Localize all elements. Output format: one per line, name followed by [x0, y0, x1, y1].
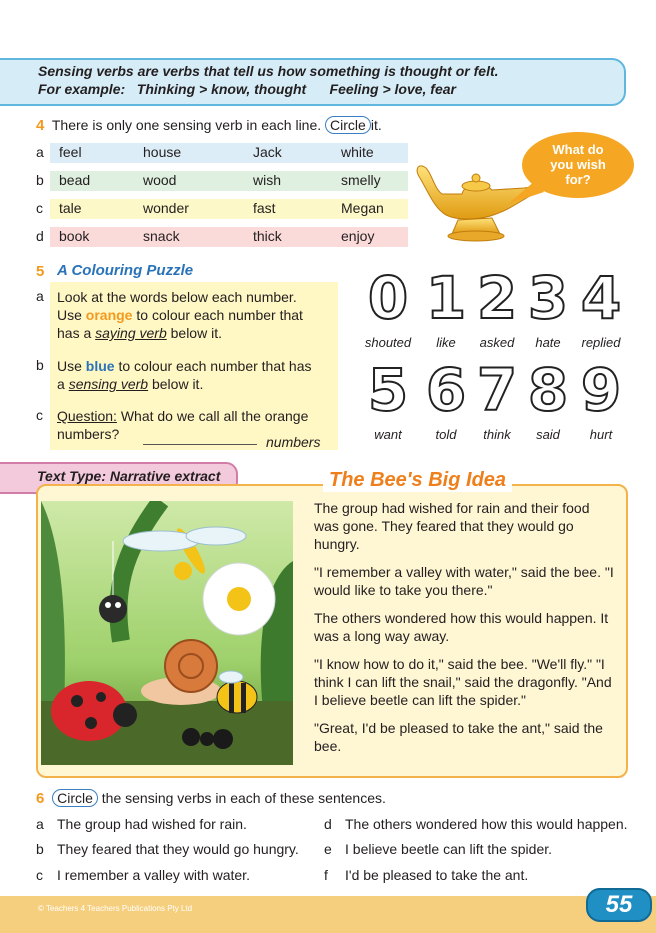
number-character-icon[interactable]: 6	[425, 356, 467, 424]
q4-word[interactable]: book	[59, 228, 90, 244]
q6-circle-word: Circle	[52, 789, 98, 807]
q5b-text	[57, 357, 337, 393]
q4-word[interactable]: feel	[59, 144, 82, 160]
blue-word: blue	[85, 358, 115, 374]
q6-number: 6	[36, 790, 45, 807]
number-character-icon[interactable]: 5	[367, 356, 409, 424]
sensing-verb-term: sensing verb	[68, 376, 149, 392]
story-text	[314, 499, 616, 765]
number-character-icon[interactable]: 1	[425, 264, 467, 332]
q4-word[interactable]: Megan	[341, 200, 384, 216]
q6-item-label: e	[324, 841, 332, 857]
q4-row-label: d	[36, 228, 44, 244]
q4-number: 4	[36, 117, 45, 134]
q4-circle-word: Circle	[325, 116, 371, 134]
q5-title: A Colouring Puzzle	[57, 262, 194, 279]
q5b-use: Use	[57, 358, 82, 374]
q4-text-after: it.	[370, 117, 382, 133]
q6-item-label: f	[324, 867, 328, 883]
q5b-post: below it.	[151, 376, 204, 392]
q6-sentence[interactable]: I believe beetle can lift the spider.	[345, 841, 553, 857]
q5b-label: b	[36, 357, 44, 373]
story-paragraph: "I know how to do it," said the bee. "We'll fly." "I think I can lift the snail," said the dragonfly. "And I believe beetle can lift the spider."	[314, 656, 612, 708]
q4-word[interactable]: house	[143, 144, 182, 160]
number-character-icon[interactable]: 3	[527, 264, 569, 332]
q4-row-label: a	[36, 144, 44, 160]
copyright: © Teachers 4 Teachers Publications Pty Ltd	[38, 904, 193, 913]
question-label: Question:	[57, 408, 117, 424]
story-paragraph: "Great, I'd be pleased to take the ant," said the bee.	[314, 720, 603, 754]
page-number: 55	[586, 888, 652, 922]
orange-word: orange	[85, 307, 133, 323]
q4-word[interactable]: wood	[143, 172, 177, 188]
q5a-text	[57, 288, 337, 342]
story-paragraph: "I remember a valley with water," said the bee. "I would like to take you there."	[314, 564, 614, 598]
number-word: hurt	[589, 427, 613, 442]
saying-verb-term: saying verb	[95, 325, 167, 341]
q5c-line-2: numbers?	[57, 426, 120, 442]
q6-item-label: d	[324, 816, 332, 832]
number-word: told	[435, 427, 457, 442]
definition-line-1	[38, 63, 499, 79]
number-character-icon[interactable]: 9	[580, 356, 622, 424]
number-character-icon[interactable]: 2	[476, 264, 518, 332]
q6-sentence[interactable]: I remember a valley with water.	[57, 867, 250, 883]
q4-word[interactable]: thick	[253, 228, 282, 244]
story-title: The Bee's Big Idea	[323, 469, 512, 492]
bubble-line-2: you wish	[550, 157, 606, 172]
q6-sentence[interactable]: They feared that they would go hungry.	[57, 841, 299, 857]
q6-instruction	[36, 790, 386, 807]
q6-item-label: c	[36, 867, 43, 883]
number-word: said	[536, 427, 560, 442]
q4-word[interactable]: wish	[253, 172, 282, 188]
q6-sentence[interactable]: I'd be pleased to take the ant.	[345, 867, 529, 883]
q5b-pre: a	[57, 376, 65, 392]
q4-text: There is only one sensing verb in each line.	[51, 117, 322, 133]
answer-blank[interactable]	[143, 444, 257, 445]
q6-item-label: b	[36, 841, 44, 857]
number-word: shouted	[364, 335, 412, 350]
text-type-label: Text Type: Narrative extract	[37, 468, 221, 484]
definition-term: Sensing verbs	[38, 63, 134, 79]
bubble-line-1: What do	[552, 142, 604, 157]
q4-word[interactable]: enjoy	[341, 228, 375, 244]
number-character-icon[interactable]: 7	[476, 356, 518, 424]
q5c-line-1: What do we call all the orange	[120, 408, 309, 424]
number-word: asked	[479, 335, 515, 350]
bubble-tail	[506, 178, 546, 208]
q4-word[interactable]: tale	[59, 200, 82, 216]
q6-item-label: a	[36, 816, 44, 832]
q6-text: the sensing verbs in each of these sentences.	[101, 790, 386, 806]
number-word: want	[374, 427, 402, 442]
q5-number: 5	[36, 263, 45, 280]
q4-word[interactable]: fast	[253, 200, 276, 216]
q6-sentence[interactable]: The others wondered how this would happen.	[345, 816, 628, 832]
q4-word[interactable]: bead	[59, 172, 91, 188]
q5a-use: Use	[57, 307, 82, 323]
flower-icon	[203, 563, 275, 635]
q5a-pre: has a	[57, 325, 92, 341]
q5c-label: c	[36, 407, 43, 423]
bug-illustration	[41, 501, 293, 765]
story-paragraph: The group had wished for rain and their food was gone. They feared that they would go hungry.	[314, 500, 590, 552]
definition-line-2: For example: Thinking > know, thought Feeling > love, fear	[38, 81, 456, 97]
number-character-icon[interactable]: 4	[580, 264, 622, 332]
q4-word[interactable]: snack	[143, 228, 180, 244]
answer-suffix: numbers	[266, 434, 321, 450]
q4-row-label: b	[36, 172, 44, 188]
story-paragraph: The others wondered how this would happen. It was a long way away.	[314, 610, 609, 644]
q4-instruction	[36, 117, 382, 134]
q5a-label: a	[36, 288, 44, 304]
number-word: hate	[535, 335, 561, 350]
q5a-line-2: to colour each number that	[136, 307, 303, 323]
q4-word[interactable]: wonder	[143, 200, 189, 216]
q4-word[interactable]: smelly	[341, 172, 381, 188]
q5b-line-1: to colour each number that has	[118, 358, 312, 374]
q4-row-label: c	[36, 200, 43, 216]
q5a-post: below it.	[170, 325, 222, 341]
number-character-icon[interactable]: 8	[527, 356, 569, 424]
footer-bar	[0, 896, 656, 933]
number-word: think	[483, 427, 511, 442]
number-character-icon[interactable]: 0	[367, 264, 409, 332]
definition-text: are verbs that tell us how something is thought or felt.	[137, 63, 499, 79]
q4-word[interactable]: Jack	[253, 144, 282, 160]
bubble-line-3: for?	[565, 172, 591, 187]
number-word: replied	[581, 335, 621, 350]
q5a-line-1: Look at the words below each number.	[57, 289, 297, 305]
q4-word[interactable]: white	[341, 144, 374, 160]
q6-sentence[interactable]: The group had wished for rain.	[57, 816, 247, 832]
number-word: like	[436, 335, 456, 350]
